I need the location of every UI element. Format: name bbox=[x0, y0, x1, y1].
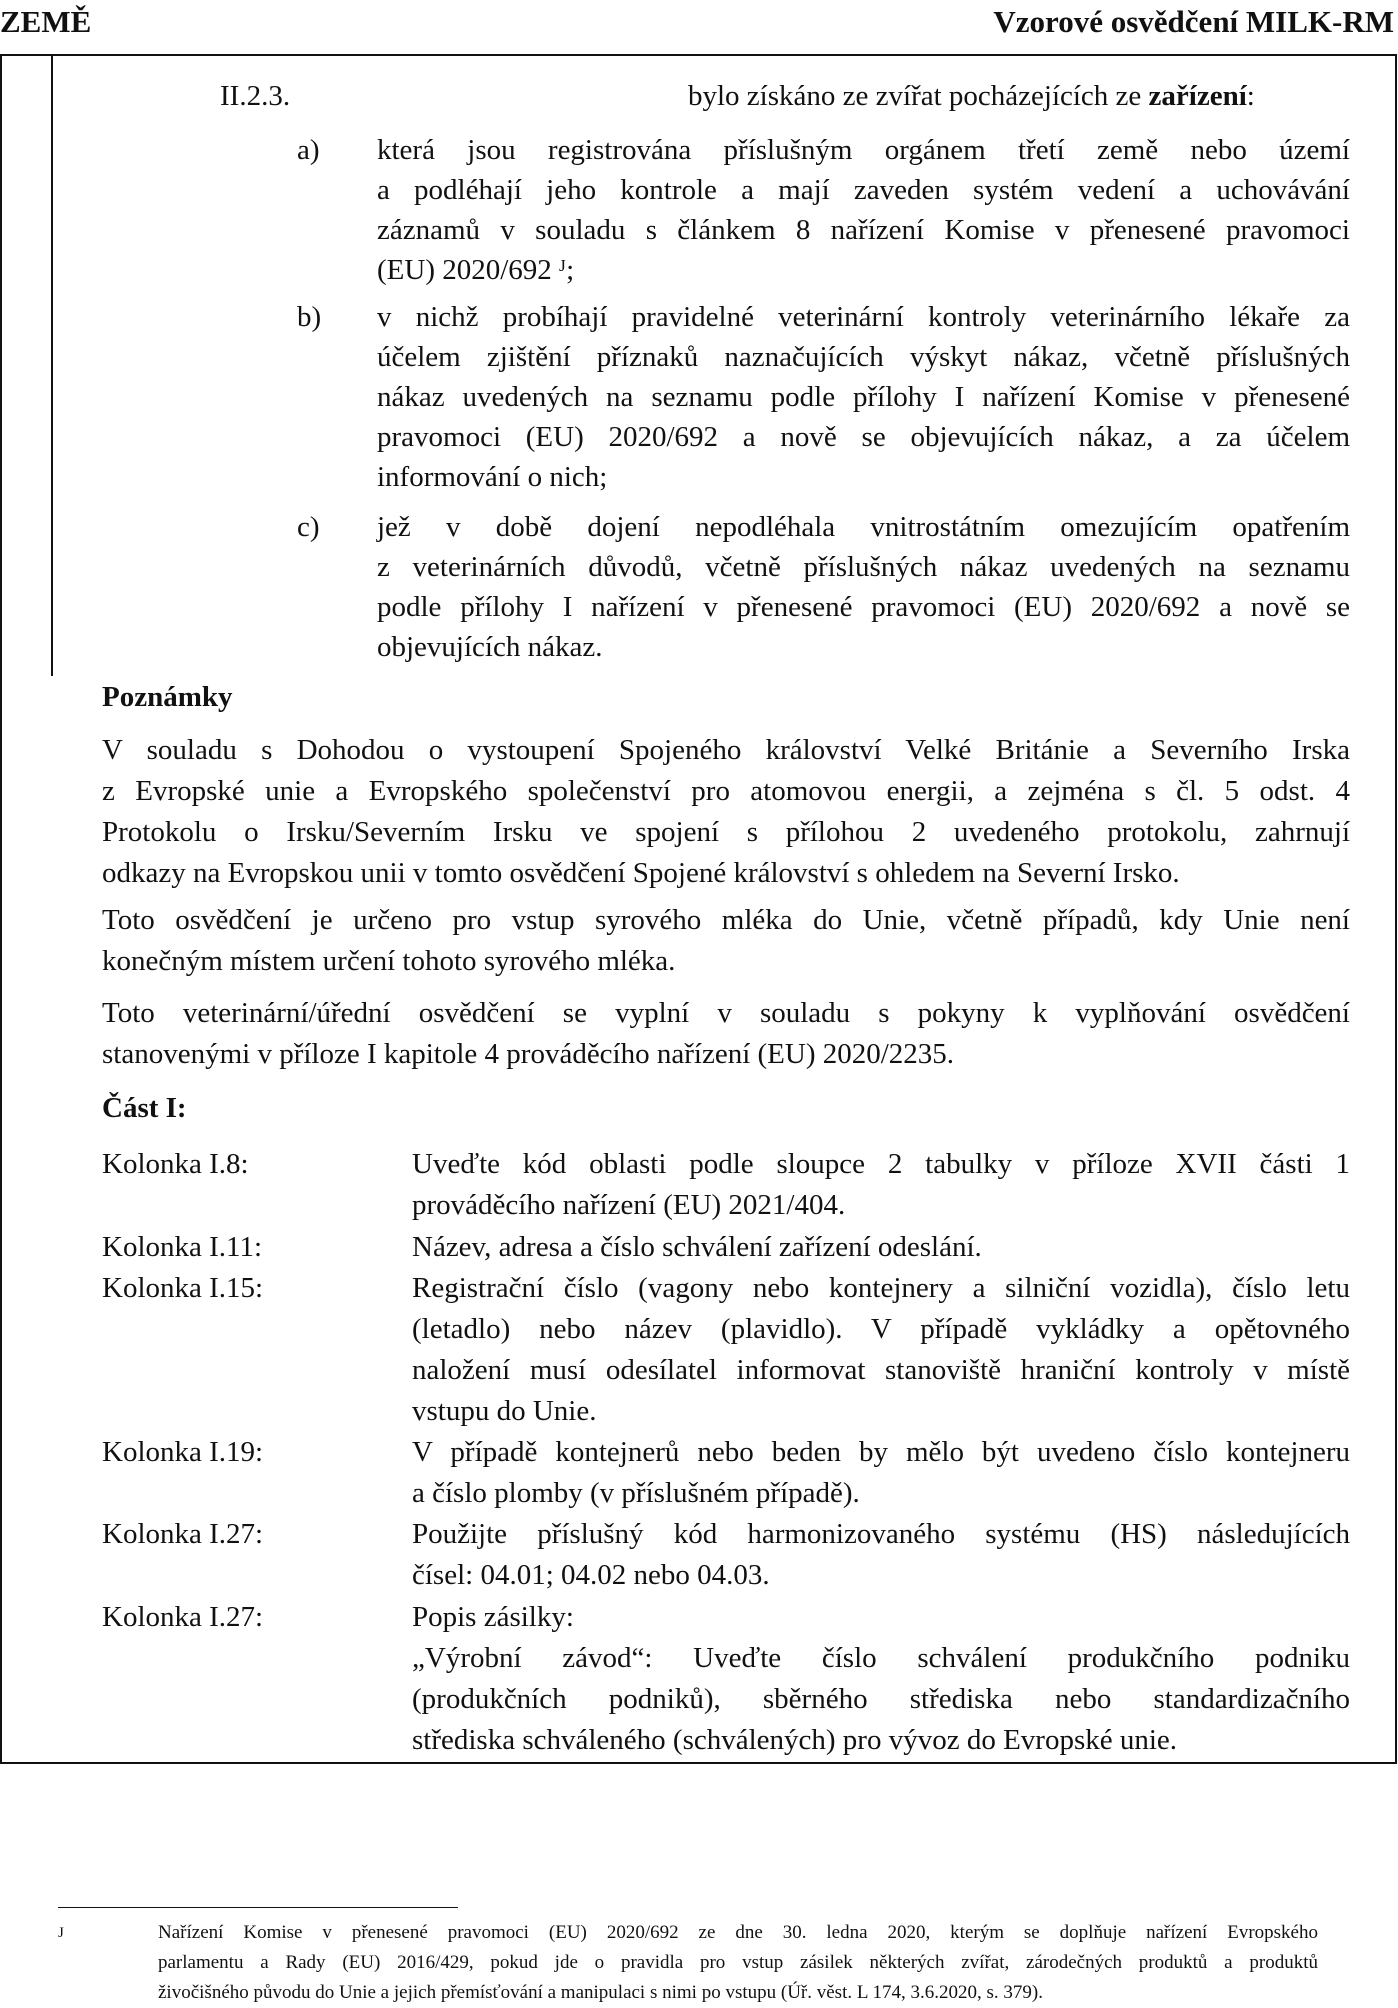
frame-top-rule bbox=[0, 54, 1397, 56]
section-number: II.2.3. bbox=[220, 80, 291, 112]
frame-bottom-rule bbox=[0, 1762, 1397, 1764]
field-text-production-plant: „Výrobní závod“: Uveďte číslo schválení produkčního podniku (produkčních podniků), sběrného střediska nebo standardizačního střediska schváleného (schválených) pro vývoz do Evropské unie. bbox=[412, 1642, 1350, 1756]
item-c-label: c) bbox=[297, 511, 320, 543]
item-a-label: a) bbox=[297, 134, 320, 166]
notes-paragraph-1: V souladu s Dohodou o vystoupení Spojeného království Velké Británie a Severního Irska z Evropské unie a Evropského společenství pro atomovou energii, a zejména s čl. 5 odst. 4 Protokolu o Irsku/Severním Irsku ve spojení s přílohou 2 uvedeného protokolu, zahrnují odkazy na Evropskou unii v tomto osvědčení Spojené království s ohledem na Severní Irsko. bbox=[102, 734, 1350, 889]
field-label-i11: Kolonka I.11: bbox=[102, 1231, 263, 1263]
frame-left-rule bbox=[0, 54, 2, 1764]
frame-column-divider bbox=[51, 54, 53, 676]
notes-paragraph-3: Toto veterinární/úřední osvědčení se vyplní v souladu s pokyny k vyplňování osvědčení stanovenými v příloze I kapitole 4 prováděcího nařízení (EU) 2020/2235. bbox=[102, 997, 1350, 1070]
field-text-i19: V případě kontejnerů nebo beden by mělo být uvedeno číslo kontejneru a číslo plomby (v příslušném případě). bbox=[412, 1436, 1350, 1509]
item-c-text: jež v době dojení nepodléhala vnitrostátním omezujícím opatřením z veterinárních důvodů, včetně příslušných nákaz uvedených na seznamu podle přílohy I nařízení v přenesené pravomoci (EU) 2020/692 a nově se objevujících nákaz. bbox=[377, 511, 1350, 663]
field-label-i8: Kolonka I.8: bbox=[102, 1148, 249, 1180]
part-heading: Část I: bbox=[102, 1092, 187, 1124]
field-label-i19: Kolonka I.19: bbox=[102, 1436, 264, 1468]
frame-right-rule bbox=[1395, 54, 1397, 1764]
field-text-i27-code: Použijte příslušný kód harmonizovaného systému (HS) následujících čísel: 04.01; 04.02 nebo 04.03. bbox=[412, 1518, 1350, 1591]
item-b-label: b) bbox=[297, 301, 322, 333]
notes-paragraph-2: Toto osvědčení je určeno pro vstup syrového mléka do Unie, včetně případů, kdy Unie není konečným místem určení tohoto syrového mléka. bbox=[102, 904, 1350, 977]
footnote-marker: J bbox=[58, 1925, 64, 1941]
header-certificate-title: Vzorové osvědčení MILK-RM bbox=[993, 4, 1394, 39]
item-a-text: která jsou registrována příslušným orgánem třetí země nebo území a podléhají jeho kontrole a mají zaveden systém vedení a uchovávání záznamů v souladu s článkem 8 nařízení Komise v přenesené pravomoci (EU) 2020/692 ᴶ; bbox=[377, 134, 1350, 286]
field-text-i11: Název, adresa a číslo schválení zařízení odeslání. bbox=[412, 1231, 982, 1263]
footnote-text: Nařízení Komise v přenesené pravomoci (EU) 2020/692 ze dne 30. ledna 2020, kterým se doplňuje nařízení Evropského parlamentu a Rady (EU) 2016/429, pokud jde o pravidla pro vstup zásilek některých zvířat, zárodečných produktů a produktů živočišného původu do Unie a jejich přemísťování a manipulaci s nimi po vstupu (Úř. věst. L 174, 3.6.2020, s. 379). bbox=[158, 1922, 1318, 2003]
notes-heading: Poznámky bbox=[102, 681, 233, 713]
field-text-i8: Uveďte kód oblasti podle sloupce 2 tabulky v příloze XVII části 1 prováděcího nařízení (EU) 2021/404. bbox=[412, 1148, 1350, 1221]
section-intro: bylo získáno ze zvířat pocházejících ze zařízení: bbox=[688, 80, 1255, 112]
header-country: ZEMĚ bbox=[0, 4, 92, 39]
field-text-i15: Registrační číslo (vagony nebo kontejnery a silniční vozidla), číslo letu (letadlo) nebo název (plavidlo). V případě vykládky a opětovného naložení musí odesílatel informovat stanoviště hraniční kontroly v místě vstupu do Unie. bbox=[412, 1272, 1350, 1427]
footnote-separator bbox=[58, 1907, 458, 1908]
field-label-i15: Kolonka I.15: bbox=[102, 1272, 264, 1304]
item-b-text: v nichž probíhají pravidelné veterinární kontroly veterinárního lékaře za účelem zjištění příznaků naznačujících výskyt nákaz, včetně příslušných nákaz uvedených na seznamu podle přílohy I nařízení Komise v přenesené pravomoci (EU) 2020/692 a nově se objevujících nákaz, a za účelem informování o nich; bbox=[377, 301, 1350, 493]
field-label-i27-code: Kolonka I.27: bbox=[102, 1518, 264, 1550]
field-text-i27-description: Popis zásilky: bbox=[412, 1601, 574, 1633]
field-label-i27-description: Kolonka I.27: bbox=[102, 1601, 264, 1633]
